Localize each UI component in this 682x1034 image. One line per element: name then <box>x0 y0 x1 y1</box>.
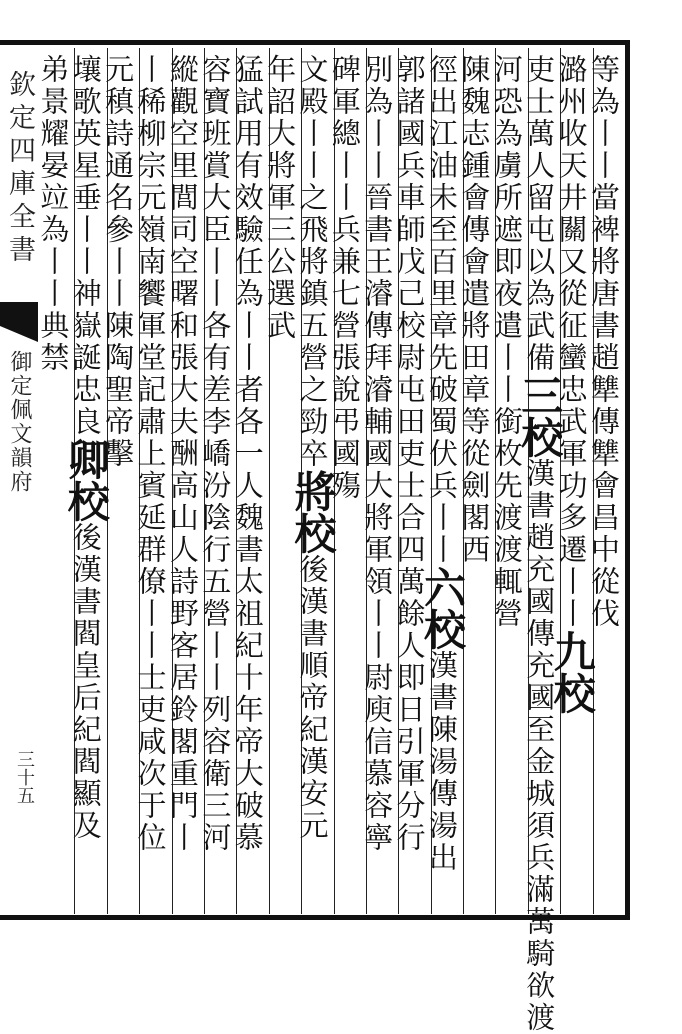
column-text: 年詔大將軍三公選武 <box>263 54 298 342</box>
column-text: 容寶班賞大臣丨丨各有差李嶠汾陰行五營丨丨列容衛三河 <box>198 54 233 854</box>
column-text: 丨稀柳宗元嶺南饗軍堂記肅上賓延群僚丨丨士吏咸次于位 <box>133 54 168 854</box>
column-text: 陳魏志鍾會傳會遣將田章等從劍閣西 <box>457 54 492 566</box>
column-text: 河恐為虜所遮即夜遣丨丨銜枚先渡渡輒營 <box>489 54 524 630</box>
column-text: 碑軍總丨丨兵兼七營張說弔國殤 <box>327 54 362 502</box>
text-column <box>489 54 526 914</box>
margin-page-number: 三十五 <box>14 750 35 804</box>
column-text: 縱觀空里閭司空曙和張大夫酬高山人詩野客居鈴閣重門丨 <box>165 54 200 854</box>
entry-heading: 九校 <box>547 630 597 714</box>
text-column <box>198 54 235 914</box>
text-column <box>418 54 468 914</box>
column-text: 後漢書順帝紀漢安元 <box>295 554 330 842</box>
entry-heading: 卿校 <box>61 438 111 522</box>
text-column <box>547 54 597 914</box>
column-text: 別為丨丨晉書王濬傳拜濬輔國大將軍領丨丨尉庾信慕容寧 <box>360 54 395 854</box>
column-text: 後漢書閻皇后紀閻顯及 <box>68 522 103 842</box>
entry-heading: 將校 <box>288 470 338 554</box>
column-text: 漢書趙充國傳充國至金城須兵滿萬騎欲渡 <box>522 458 557 1034</box>
text-column <box>392 54 429 914</box>
column-text: 猛試用有效驗任為丨丨者各一人魏書太祖紀十年帝大破慕 <box>230 54 265 854</box>
column-text: 等為丨丨當裨將唐書趙犨傳犨會昌中從伐 <box>586 54 621 630</box>
entry-heading: 六校 <box>418 566 468 650</box>
text-column <box>288 54 338 914</box>
margin-book-title: 御定佩文韻府 <box>7 350 32 494</box>
margin-bottom-line <box>0 915 40 920</box>
column-text: 元稹詩通名參丨丨陳陶聖帝擊 <box>101 54 136 470</box>
column-text: 漢書陳湯傳湯出 <box>425 650 460 874</box>
text-column <box>586 54 624 914</box>
text-column <box>515 54 565 1034</box>
column-text: 吏士萬人留屯以為武備 <box>522 54 557 374</box>
text-column <box>61 54 111 914</box>
margin-title: 欽定四庫全書 <box>4 70 35 268</box>
column-text: 郭諸國兵車師戊己校尉屯田吏士合四萬餘人即日引軍分行 <box>392 54 427 854</box>
text-column <box>101 54 138 914</box>
margin-top-line <box>0 40 40 45</box>
text-column <box>263 54 300 914</box>
column-text: 壤歌英星垂丨丨神嶽誕忠良 <box>68 54 103 438</box>
column-text: 潞州收天井關又從征蠻忠武軍功多遷丨丨 <box>554 54 589 630</box>
text-column <box>360 54 397 914</box>
column-text: 文殿丨丨之飛將鎮五營之勁卒 <box>295 54 330 470</box>
column-text: 弟景耀晏竝為丨丨典禁 <box>36 54 71 374</box>
text-column <box>230 54 267 914</box>
text-column <box>327 54 365 914</box>
text-column <box>165 54 203 914</box>
text-column <box>133 54 170 914</box>
entry-heading: 三校 <box>515 374 565 458</box>
column-text: 徑出江油未至百里章先破蜀伏兵丨丨 <box>425 54 460 566</box>
fishtail-mark <box>0 302 38 342</box>
text-column <box>457 54 494 914</box>
text-column <box>36 54 73 914</box>
